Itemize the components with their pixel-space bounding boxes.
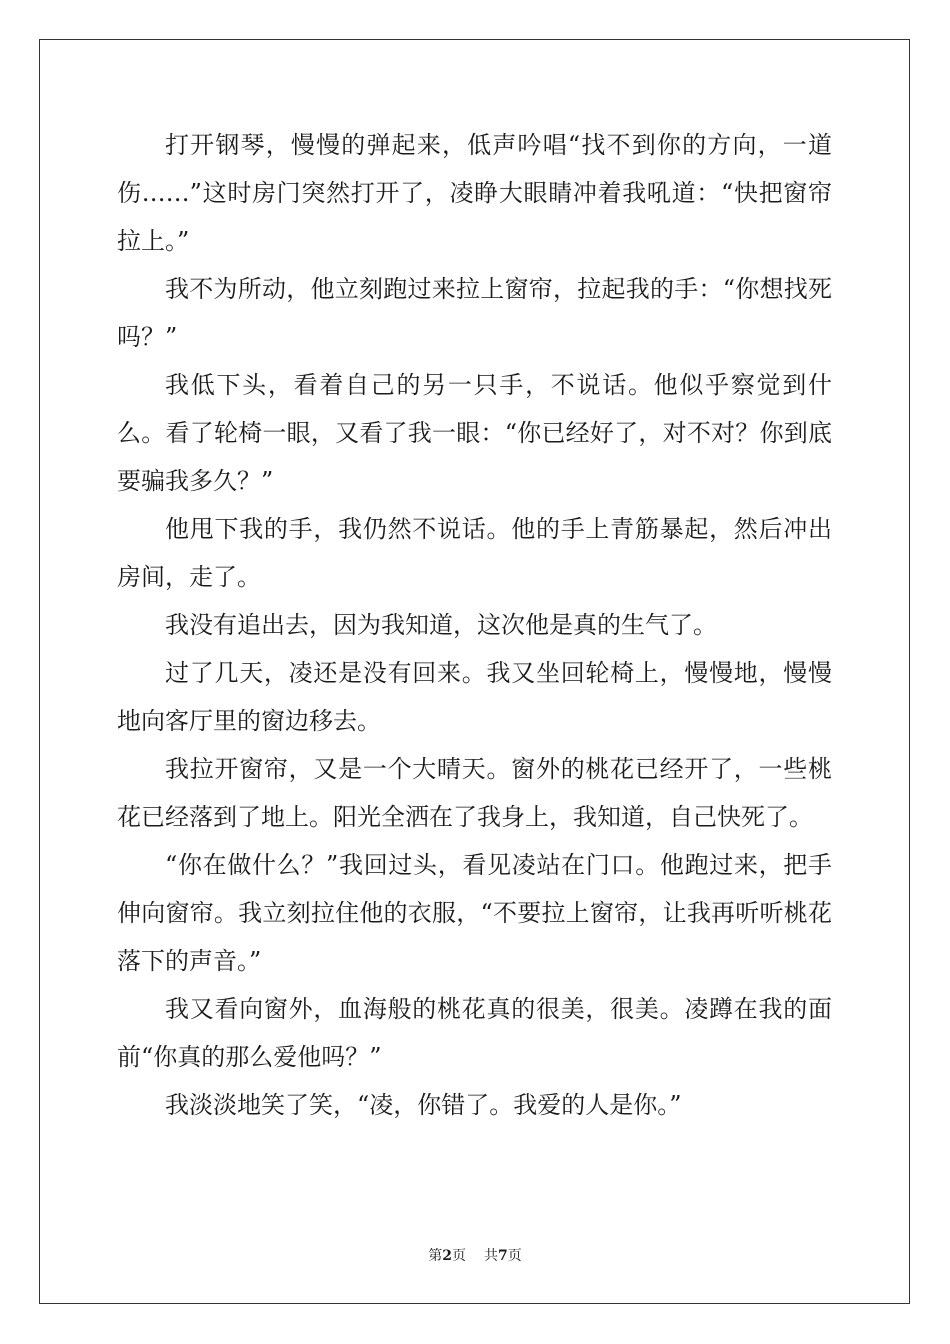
paragraph: 我拉开窗帘，又是一个大晴天。窗外的桃花已经开了，一些桃花已经落到了地上。阳光全洒在了我身上，我知道，自己快死了。 [117,755,832,831]
paragraph: 打开钢琴，慢慢的弹起来，低声吟唱“找不到你的方向，一道伤……”这时房门突然打开了，凌睁大眼睛冲着我吼道：“快把窗帘拉上。” [117,131,832,255]
page-footer [0,1246,950,1266]
total-pages-indicator: 共7页 [484,1248,522,1264]
paragraph: “你在做什么？”我回过头，看见凌站在门口。他跑过来，把手伸向窗帘。我立刻拉住他的衣服，“不要拉上窗帘，让我再听听桃花落下的声音。” [117,851,832,975]
paragraph: 他甩下我的手，我仍然不说话。他的手上青筋暴起，然后冲出房间，走了。 [117,515,832,591]
paragraph: 我又看向窗外，血海般的桃花真的很美，很美。凌蹲在我的面前“你真的那么爱他吗？” [117,995,832,1071]
paragraph: 我淡淡地笑了笑，“凌，你错了。我爱的人是你。” [165,1091,682,1119]
document-body [117,121,832,1129]
paragraph: 过了几天，凌还是没有回来。我又坐回轮椅上，慢慢地，慢慢地向客厅里的窗边移去。 [117,659,832,735]
paragraph: 我低下头，看着自己的另一只手，不说话。他似乎察觉到什么。看了轮椅一眼，又看了我一眼：“你已经好了，对不对？你到底要骗我多久？” [117,371,832,495]
paragraph: 我不为所动，他立刻跑过来拉上窗帘，拉起我的手：“你想找死吗？” [117,275,832,351]
page-number: 2 [442,1248,452,1264]
paragraph: 我没有追出去，因为我知道，这次他是真的生气了。 [165,611,717,639]
page-indicator: 第2页 [428,1248,466,1264]
total-pages: 7 [498,1248,508,1264]
